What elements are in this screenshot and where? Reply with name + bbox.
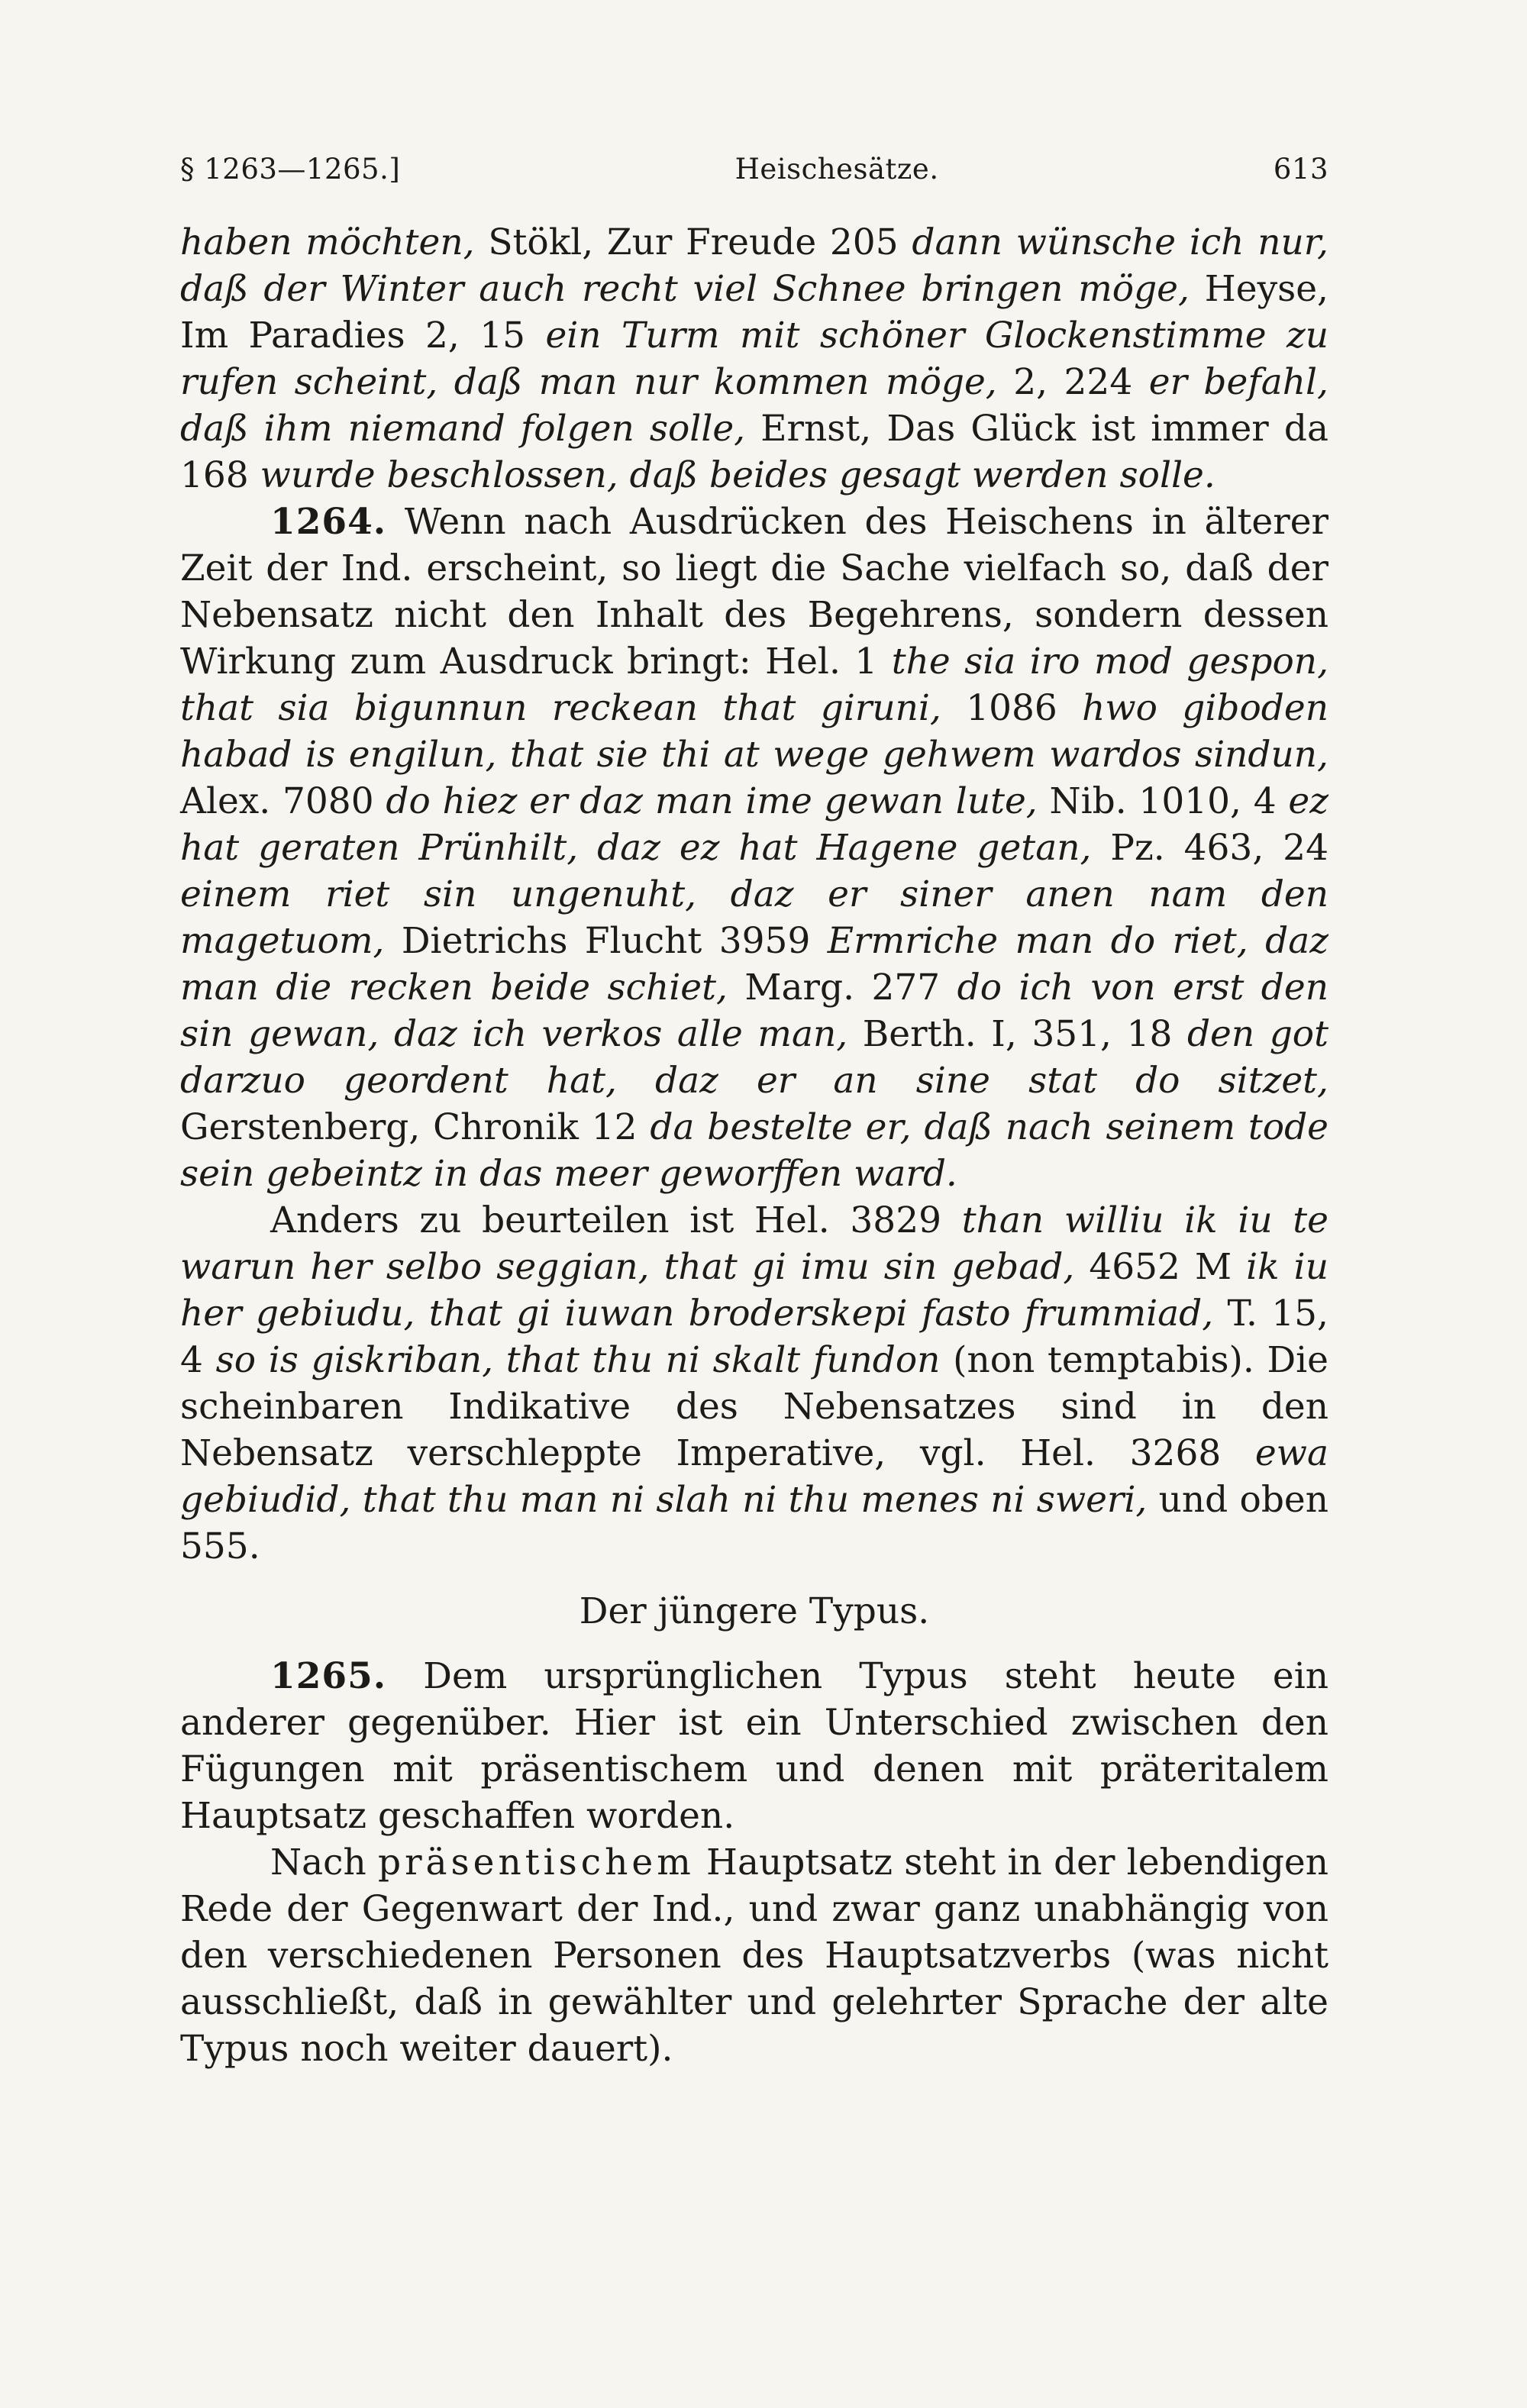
citation: Gerstenberg, Chronik 12 xyxy=(180,1106,651,1148)
quote: do ich von erst den sin gewan, daz ich verkos alle man, xyxy=(180,967,1328,1055)
citation: 4652 M xyxy=(1074,1246,1247,1288)
section-heading: Der jüngere Typus. xyxy=(579,1590,930,1632)
quote: hwo giboden habad is engilun, that sie thi at wege gehwem wardos sindun, xyxy=(180,687,1328,776)
body-text xyxy=(180,219,1328,1570)
quote: wurde beschlossen, daß beides gesagt werden solle. xyxy=(260,454,1215,496)
page-title: Heischesätze. xyxy=(734,153,939,186)
quote: einem riet sin ungenuht, daz er siner anen nam den magetuom, xyxy=(180,873,1328,962)
body-text-run: Dem ursprünglichen Typus steht heute ein anderer gegenüber. Hier ist ein Unterschied zwischen den Fügungen mit präsentischem und denen mit präteritalem Hauptsatz geschaffen worden. xyxy=(180,1655,1328,1837)
citation: Nib. 1010, 4 xyxy=(1037,780,1289,822)
quote: than williu ik iu te warun her selbo seggian, that gi imu sin gebad, xyxy=(180,1199,1328,1288)
spaced-emphasis: präsentischem xyxy=(377,1842,695,1883)
paragraph-1265 xyxy=(180,1653,1328,1839)
citation: Alex. 7080 xyxy=(180,780,386,822)
citation: Ernst, Das Glück ist immer da 168 xyxy=(180,408,1328,496)
quote: da bestelte er, daß nach seinem tode sein gebeintz in das meer geworffen ward. xyxy=(180,1106,1328,1195)
quote: er befahl, daß ihm niemand folgen solle, xyxy=(180,361,1328,450)
body-text-run: Anders zu beurteilen ist Hel. 3829 xyxy=(270,1199,962,1241)
body-text-run: Hauptsatz steht in der lebendigen Rede der Gegenwart der Ind., und zwar ganz unabhängig von den verschiedenen Personen des Hauptsatzverbs (was nicht ausschließt, daß in gewählter und gelehrter Sprache der alte Typus noch weiter dauert). xyxy=(180,1842,1328,2070)
paragraph-1 xyxy=(180,219,1328,499)
quote: do hiez er daz man ime gewan lute, xyxy=(386,780,1038,822)
section-number: 1264. xyxy=(270,501,387,543)
citation: Dietrichs Flucht 3959 xyxy=(384,920,828,962)
quote: ewa gebiudid, that thu man ni slah ni thu menes ni sweri, xyxy=(180,1432,1328,1521)
citation: Pz. 463, 24 xyxy=(1091,827,1328,869)
body-text-run: und oben 555. xyxy=(180,1479,1328,1567)
body-text-run: (non temptabis). Die scheinbaren Indikative des Nebensatzes sind in den Nebensatz verschleppte Imperative, vgl. Hel. 3268 xyxy=(180,1339,1328,1474)
quote: ez hat geraten Prünhilt, daz ez hat Hagene getan, xyxy=(180,780,1328,869)
running-head xyxy=(180,153,1328,186)
paragraph-praesentisch xyxy=(180,1839,1328,2072)
quote: so is giskriban, that thu ni skalt fundon xyxy=(215,1339,941,1381)
page-number: 613 xyxy=(1273,153,1328,186)
section-number: 1265. xyxy=(270,1655,387,1697)
body-text-run: Wenn nach Ausdrücken des Heischens in älterer Zeit der Ind. erscheint, so liegt die Sache vielfach so, daß der Nebensatz nicht den Inhalt des Begehrens, sondern dessen Wirkung zum Ausdruck bringt: Hel. 1 xyxy=(180,501,1328,683)
citation: Heyse, Im Paradies 2, 15 xyxy=(180,268,1328,357)
quote: den got darzuo geordent hat, daz er an sine stat do sitzet, xyxy=(180,1013,1328,1102)
quote: the sia iro mod gespon, that sia bigunnun reckean that giruni, xyxy=(180,641,1329,729)
section-range: § 1263—1265.] xyxy=(180,153,401,186)
citation: T. 15, 4 xyxy=(180,1293,1328,1381)
quote: Ermriche man do riet, daz man die recken beide schiet, xyxy=(180,920,1328,1009)
citation: 2, 224 xyxy=(996,361,1149,403)
citation: Berth. I, 351, 18 xyxy=(847,1013,1187,1055)
paragraph-1264 xyxy=(180,499,1328,1197)
body-text-2 xyxy=(180,1653,1328,2072)
quote: ein Turm mit schöner Glockenstimme zu rufen scheint, daß man nur kommen möge, xyxy=(180,315,1328,403)
quote: dann wünsche ich nur, daß der Winter auch recht viel Schnee bringen möge, xyxy=(180,221,1328,310)
quote: ik iu her gebiudu, that gi iuwan broderskepi fasto frummiad, xyxy=(180,1246,1328,1335)
citation: 1086 xyxy=(941,687,1083,729)
body-text-run: Nach xyxy=(270,1842,378,1883)
citation: Stökl, Zur Freude 205 xyxy=(474,221,912,263)
paragraph-anders xyxy=(180,1197,1328,1570)
quote: haben möchten, xyxy=(180,221,475,263)
citation: Marg. 277 xyxy=(727,967,957,1009)
